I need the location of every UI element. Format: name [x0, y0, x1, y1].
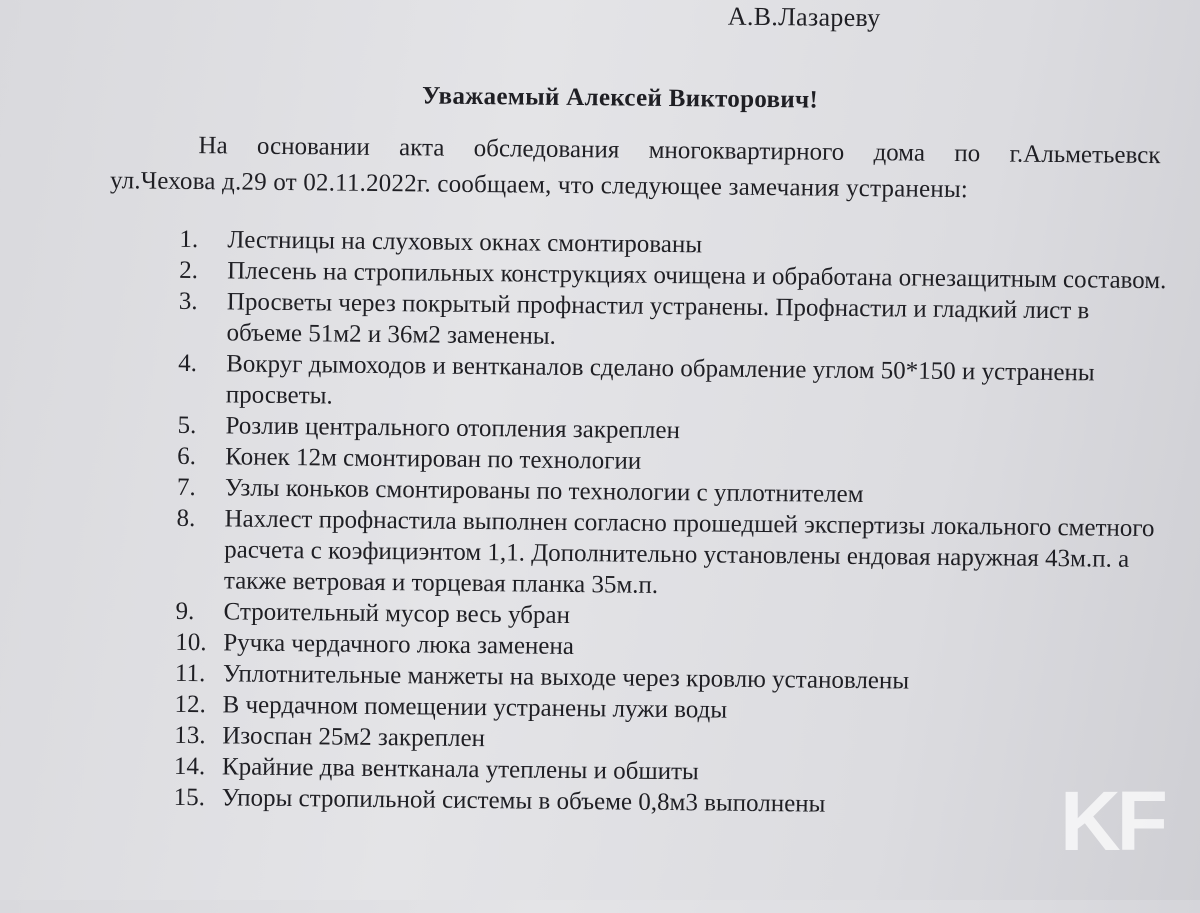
list-item-number: 3. — [178, 287, 198, 316]
list-item-number: 9. — [175, 597, 195, 626]
list-item-number: 4. — [178, 349, 198, 378]
list-item-text: В чердачном помещении устранены лужи воды — [222, 691, 728, 724]
list-item — [176, 503, 1167, 606]
list-item-text: Конек 12м смонтирован по технологии — [225, 443, 642, 475]
kf-logo-watermark: KF — [1060, 774, 1164, 868]
list-item-text: Уплотнительные манжеты на выходе через кровлю установлены — [222, 660, 910, 695]
list-item-number: 11. — [174, 659, 206, 688]
list-item-text: Строительный мусор весь убран — [223, 598, 571, 630]
list-item-text: Лестницы на слуховых окнах смонтированы — [227, 226, 703, 259]
addressee-line: А.В.Лазареву — [727, 1, 881, 33]
list-item-number: 12. — [174, 690, 207, 719]
intro-paragraph-line-1: На основании акта обследования многоквартирного дома по г.Альметьевск — [198, 132, 1161, 170]
list-item-number: 7. — [176, 473, 196, 502]
list-item-text: Узлы коньков смонтированы по технологии с уплотнителем — [224, 474, 864, 509]
list-item-number: 14. — [173, 752, 206, 781]
intro-paragraph-line-2: ул.Чехова д.29 от 02.11.2022г. сообщаем, что следующее замечания устранены: — [109, 167, 969, 204]
greeting-heading: Уважаемый Алексей Викторович! — [421, 82, 819, 114]
list-item-text: Нахлест профнастила выполнен согласно прошедшей экспертизы локального сметного расчета с коэфициэнтом 1,1. Дополнительно установлены ендовая наружная 43м.п. а также ветровая и торцевая планка 35м.п. — [223, 505, 1155, 599]
list-item-text: Упоры стропильной системы в объеме 0,8м3 выполнены — [221, 784, 826, 818]
list-item-text: Ручка чердачного люка заменена — [223, 629, 575, 661]
list-item-text: Крайние два вентканала утеплены и обшиты — [221, 753, 699, 786]
list-item-text: Изоспан 25м2 закреплен — [222, 722, 486, 753]
list-item-number: 2. — [179, 256, 199, 285]
list-item-text: Розлив центрального отопления закреплен — [225, 412, 681, 445]
list-item-number: 8. — [176, 504, 196, 533]
list-item — [178, 348, 1169, 420]
remarks-list — [173, 224, 1169, 823]
list-item-number: 5. — [177, 411, 197, 440]
list-item-text: Плесень на стропильных конструкциях очищена и обработана огнезащитным составом. — [227, 257, 1167, 295]
list-item-number: 13. — [174, 721, 206, 750]
list-item-number: 6. — [177, 442, 197, 471]
list-item-text: Просветы через покрытый профнастил устранены. Профнастил и гладкий лист в объеме 51м2 и 36м2 заменены. — [226, 288, 1090, 350]
list-item-number: 15. — [173, 783, 206, 812]
list-item-number: 1. — [179, 225, 199, 254]
list-item-number: 10. — [175, 628, 207, 657]
list-item-text: Вокруг дымоходов и вентканалов сделано обрамление углом 50*150 и устранены просветы. — [225, 350, 1095, 410]
list-item — [178, 286, 1169, 358]
